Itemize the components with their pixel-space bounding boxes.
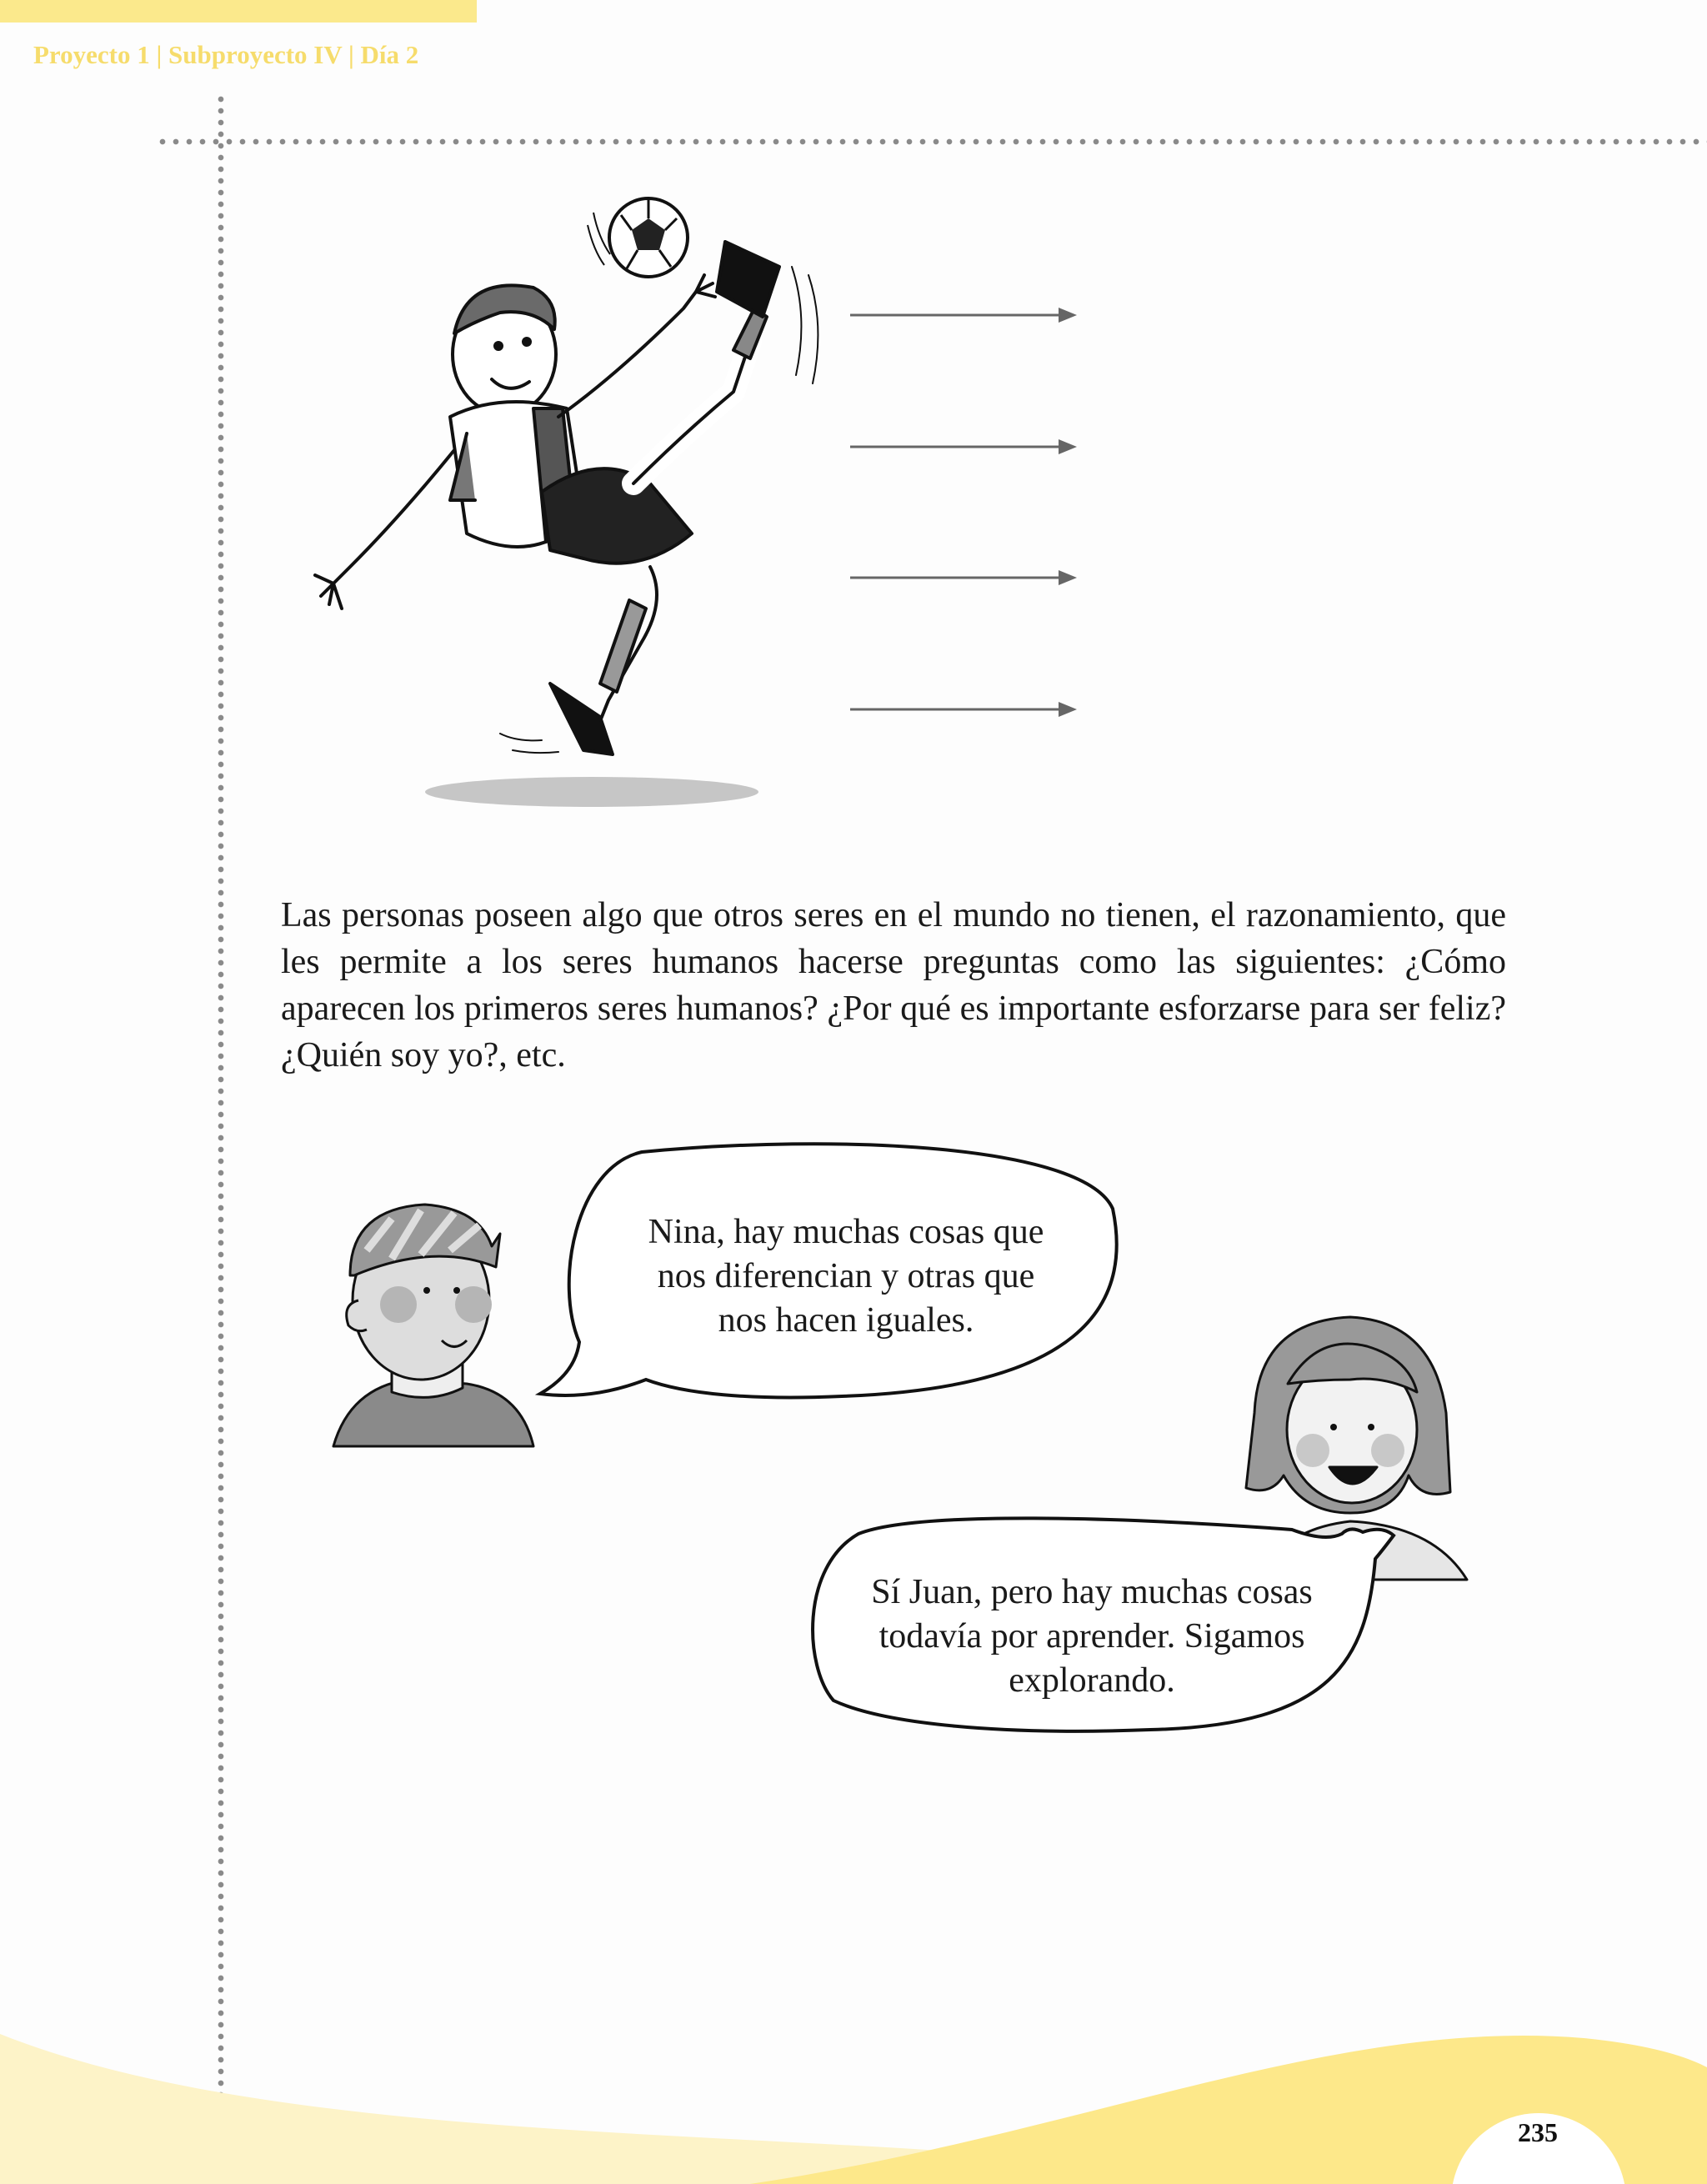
speech-line: nos hacen iguales. <box>718 1301 974 1340</box>
speech-line: todavía por aprender. Sigamos <box>879 1617 1305 1656</box>
speech-line: Nina, hay muchas cosas que <box>648 1213 1044 1251</box>
page-number: 235 <box>1518 2117 1558 2147</box>
breadcrumb: Proyecto 1 | Subproyecto IV | Día 2 <box>33 40 419 69</box>
body-paragraph: Las personas poseen algo que otros seres en el mundo no tienen, el razonamiento, que les permite a los seres humanos hacerse preguntas como las siguientes: ¿Cómo aparecen los primeros seres humanos? ¿Por qué es importante esforzarse para ser feliz? ¿Quién soy yo?, etc. <box>281 896 1506 1074</box>
speech-line: nos diferencian y otras que <box>657 1257 1035 1295</box>
speech-line: explorando. <box>1009 1661 1175 1700</box>
speech-line: Sí Juan, pero hay muchas cosas <box>871 1573 1313 1611</box>
